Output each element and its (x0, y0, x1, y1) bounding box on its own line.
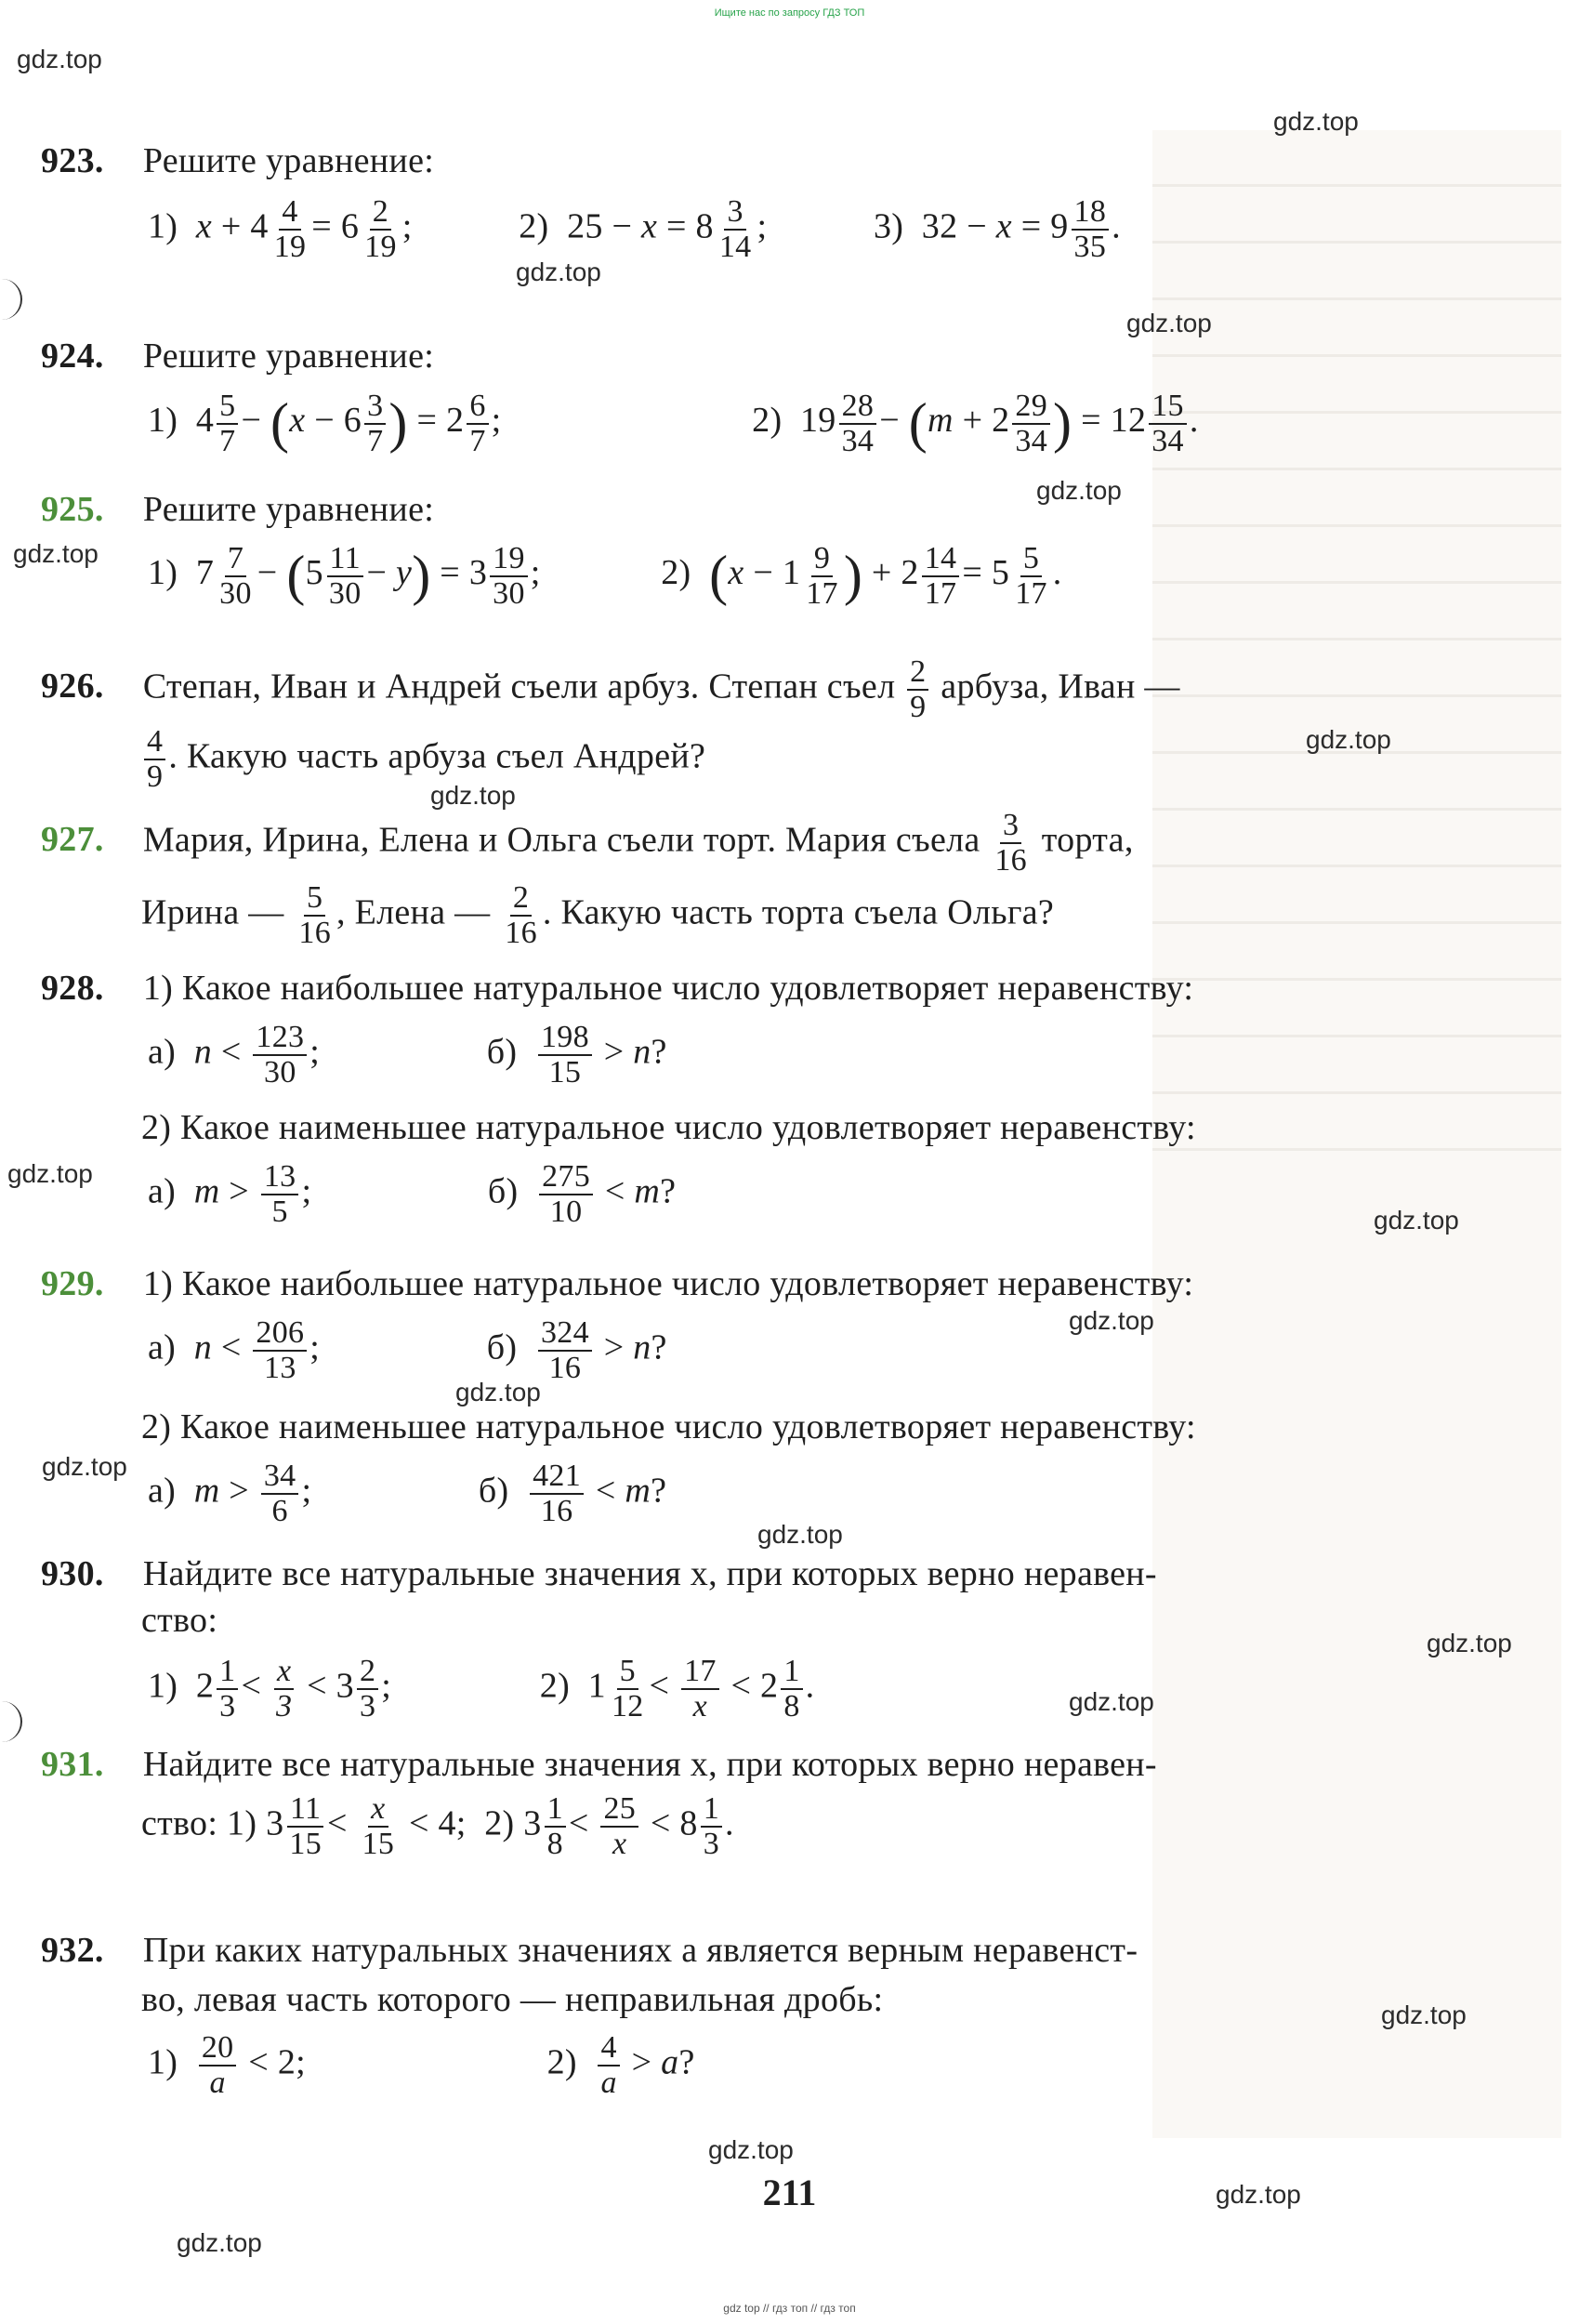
problem-932-ineqs: 1) $\frac{20}{a}$ < 2; 2) $\frac{4}{a}$ > a? (148, 2030, 695, 2100)
watermark: gdz.top (1126, 309, 1212, 337)
problem-number: 930. (41, 1554, 104, 1593)
problem-text: Решите уравнение: (142, 337, 435, 376)
problem-926-line2 (141, 725, 705, 793)
problem-928-q1 (41, 967, 1193, 1011)
item-label: б) (478, 1471, 509, 1511)
problem-text: Степан, Иван и Андрей съели арбуз. Степан съел (142, 667, 896, 706)
watermark: gdz.top (1427, 1629, 1512, 1657)
problem-text: При каких натуральных значениях a является верным неравенст- (142, 1931, 1138, 1970)
item-label: 2) (661, 553, 691, 593)
item-label: а) (148, 1327, 177, 1367)
watermark: gdz.top (708, 2135, 794, 2164)
problem-text: торта, (1041, 820, 1134, 860)
fraction: $\frac{324}{16}$ (538, 1316, 592, 1384)
problem-number: 927. (41, 820, 104, 860)
problem-924-equations: 1) 4 $\frac{5}{7}$ − (x − 6 $\frac{3}{7}$ ) = 2 $\frac{6}{7}$ ; 2) 19 $\frac{28}{34}$ − (m + 2 $\frac{29}{34}$ ) = 12 $\frac{15}{34}$ . (148, 388, 1199, 458)
item-label: а) (148, 1471, 177, 1511)
fraction: $\frac{2}{19}$ (364, 194, 397, 264)
problem-number: 928. (41, 969, 104, 1008)
problem-931-line1 (41, 1743, 1157, 1788)
problem-931-line2: ство: 1) 3 $\frac{11}{15}$ < $\frac{x}{15}$ < 4; 2) 3 $\frac{1}{8}$ < $\frac{25}{x}$ < 8 $\frac{1}{3}$ . (141, 1791, 734, 1861)
fraction: $\frac{1}{8}$ (545, 1792, 566, 1860)
problem-929-ineq1: а) n < $\frac{206}{13}$ ; б) $\frac{324}{16}$ > n? (148, 1315, 667, 1385)
fraction: $\frac{3}{7}$ (364, 390, 386, 457)
problem-930-ineqs: 1) 2 $\frac{1}{3}$ < $\frac{x}{3}$ < 3 $\frac{2}{3}$ ; 2) 1 $\frac{5}{12}$ < $\frac{17}{x}$ < 2 $\frac{1}{8}$ . (148, 1654, 815, 1723)
watermark: gdz.top (1306, 725, 1391, 754)
problem-927-line1 (41, 809, 1134, 877)
problem-number: 926. (41, 667, 104, 706)
watermark: gdz.top (1069, 1306, 1154, 1335)
problem-925-heading (41, 488, 434, 533)
bleed-through-area (1152, 130, 1561, 2138)
fraction: $\frac{19}{30}$ (490, 542, 528, 610)
watermark: gdz.top (1273, 107, 1359, 136)
fraction: $\frac{9}{17}$ (806, 540, 838, 611)
margin-tab-mark (0, 1701, 22, 1742)
problem-929-q2 (141, 1406, 1196, 1450)
problem-text: 2) (484, 1803, 515, 1843)
watermark: gdz.top (1036, 476, 1122, 505)
fraction: $\frac{123}{30}$ (253, 1021, 307, 1089)
fraction: $\frac{1}{3}$ (701, 1792, 722, 1860)
problem-text: ство: 1) (141, 1803, 257, 1843)
watermark: gdz.top (455, 1378, 541, 1406)
margin-tab-mark (0, 279, 22, 320)
problem-text: Найдите все натуральные значения x, при которых верно неравен- (142, 1745, 1157, 1784)
problem-926-line1 (41, 655, 1180, 723)
watermark: gdz.top (1216, 2180, 1301, 2209)
page-number: 211 (762, 2172, 817, 2213)
problem-927-line2 (141, 881, 1054, 949)
fraction: $\frac{421}{16}$ (530, 1459, 584, 1527)
problem-930-line2 (141, 1599, 217, 1644)
item-label: 2) (546, 2042, 577, 2082)
fraction: $\frac{4}{a}$ (598, 2031, 619, 2099)
item-label: б) (486, 1032, 518, 1072)
fraction: $\frac{15}{34}$ (1149, 390, 1187, 457)
fraction: $\frac{28}{34}$ (839, 390, 877, 457)
watermark: gdz.top (1069, 1687, 1154, 1716)
problem-923-equations: 1) x + 4 $\frac{4}{19}$ = 6 $\frac{2}{19}$ ; 2) 25 − x = 8 $\frac{3}{14}$ ; 3) 32 − x = 9 $\frac{18}{35}$ . (148, 194, 1121, 264)
problem-text: Решите уравнение: (142, 141, 435, 180)
item-label: а) (148, 1171, 177, 1211)
problem-932-line2 (141, 1978, 883, 2023)
problem-text: арбуза, Иван — (941, 667, 1180, 706)
item-label: 2) (519, 206, 549, 246)
problem-text: . Какую часть арбуза съел Андрей? (168, 736, 706, 776)
fraction: $\frac{275}{10}$ (539, 1160, 593, 1228)
fraction: $\frac{2}{3}$ (357, 1655, 378, 1723)
item-label: 2) (752, 401, 783, 441)
watermark: gdz.top (7, 1159, 93, 1188)
fraction: $\frac{18}{35}$ (1072, 195, 1110, 263)
fraction: $\frac{3}{14}$ (718, 194, 752, 264)
fraction: $\frac{7}{30}$ (219, 540, 252, 611)
problem-number: 924. (41, 337, 104, 376)
fraction: $\frac{29}{34}$ (1012, 390, 1050, 457)
fraction: $\frac{206}{13}$ (253, 1316, 307, 1384)
problem-number: 923. (41, 141, 104, 180)
fraction: $\frac{1}{3}$ (217, 1655, 238, 1723)
fraction: $\frac{x}{15}$ (362, 1791, 395, 1861)
problem-number: 932. (41, 1931, 104, 1970)
fraction: $\frac{11}{30}$ (326, 542, 364, 610)
fraction: $\frac{198}{15}$ (538, 1021, 592, 1089)
watermark: gdz.top (1374, 1206, 1459, 1235)
fraction: $\frac{11}{15}$ (286, 1792, 324, 1860)
problem-923-heading (41, 139, 434, 184)
fraction: $\frac{5}{7}$ (217, 390, 238, 457)
bottom-banner: gdz top // гдз топ // гдз топ (723, 2302, 856, 2315)
problem-930-line1 (41, 1552, 1157, 1597)
problem-number: 929. (41, 1264, 104, 1303)
watermark: gdz.top (757, 1520, 843, 1549)
fraction: $\frac{20}{a}$ (199, 2031, 237, 2099)
fraction: $\frac{17}{x}$ (681, 1655, 719, 1723)
watermark: gdz.top (13, 539, 99, 568)
item-label: б) (487, 1171, 519, 1211)
fraction: $\frac{1}{8}$ (781, 1655, 802, 1723)
problem-text: , Елена — (336, 892, 491, 932)
fraction: $\frac{5}{16}$ (298, 880, 332, 950)
item-label: 1) (148, 206, 178, 246)
item-label: а) (148, 1032, 177, 1072)
problem-text: 2) Какое наименьшее натуральное число удовлетворяет неравенству: (141, 1108, 1196, 1147)
item-label: 1) (148, 1666, 178, 1706)
item-label: 1) (148, 401, 178, 441)
problem-text: 1) Какое наибольшее натуральное число удовлетворяет неравенству: (142, 1264, 1194, 1303)
fraction: $\frac{6}{7}$ (467, 390, 488, 457)
problem-text: Найдите все натуральные значения x, при которых верно неравен- (142, 1554, 1157, 1593)
problem-text: Решите уравнение: (142, 490, 435, 529)
problem-text: 1) Какое наибольшее натуральное число удовлетворяет неравенству: (142, 969, 1194, 1008)
problem-text: 2) Какое наименьшее натуральное число удовлетворяет неравенству: (141, 1407, 1196, 1446)
watermark: gdz.top (177, 2228, 262, 2257)
problem-text: ство: (141, 1601, 218, 1640)
fraction: $\frac{25}{x}$ (600, 1792, 638, 1860)
watermark: gdz.top (42, 1452, 127, 1481)
fraction: $\frac{x}{3}$ (273, 1655, 295, 1723)
problem-928-ineq1: а) n < $\frac{123}{30}$ ; б) $\frac{198}{15}$ > n? (148, 1020, 667, 1089)
fraction: $\frac{13}{5}$ (261, 1160, 299, 1228)
item-label: 1) (148, 2042, 178, 2082)
fraction: $\frac{34}{6}$ (261, 1459, 299, 1527)
problem-text: . Какую часть торта съела Ольга? (542, 892, 1055, 932)
fraction: $\frac{5}{17}$ (1015, 540, 1047, 611)
watermark: gdz.top (516, 257, 601, 286)
fraction: $\frac{2}{16}$ (505, 880, 537, 950)
problem-928-ineq2: а) m > $\frac{13}{5}$ ; б) $\frac{275}{10}$ < m? (148, 1159, 677, 1229)
watermark: gdz.top (430, 781, 516, 810)
problem-text: Мария, Ирина, Елена и Ольга съели торт. Мария съела (142, 820, 980, 860)
problem-number: 931. (41, 1745, 104, 1784)
problem-text: Ирина — (141, 892, 284, 932)
problem-text: во, левая часть которого — неправильная дробь: (141, 1980, 884, 2019)
problem-928-q2 (141, 1106, 1196, 1151)
item-label: 1) (148, 553, 178, 593)
problem-number: 925. (41, 490, 104, 529)
fraction: $\frac{4}{9}$ (144, 725, 165, 793)
item-label: б) (486, 1327, 518, 1367)
item-label: 3) (873, 206, 904, 246)
fraction: $\frac{14}{17}$ (922, 542, 960, 610)
watermark: gdz.top (17, 45, 102, 73)
watermark: gdz.top (1381, 2000, 1467, 2029)
item-label: 2) (539, 1666, 571, 1706)
top-banner: Ищите нас по запросу ГДЗ ТОП (714, 7, 865, 19)
problem-929-ineq2: а) m > $\frac{34}{6}$ ; б) $\frac{421}{16}$ < m? (148, 1459, 667, 1528)
problem-932-line1 (41, 1929, 1138, 1974)
problem-929-q1 (41, 1262, 1193, 1307)
problem-924-heading (41, 335, 434, 379)
fraction: $\frac{2}{9}$ (907, 655, 928, 723)
fraction: $\frac{4}{19}$ (273, 194, 307, 264)
fraction: $\frac{3}{16}$ (994, 808, 1027, 878)
problem-925-equations: 1) 7 $\frac{7}{30}$ − (5 $\frac{11}{30}$ − y) = 3 $\frac{19}{30}$ ; 2) (x − 1 $\frac{9}{17}$ ) + 2 $\frac{14}{17}$ = 5 $\frac{5}{17}$ . (148, 540, 1062, 611)
fraction: $\frac{5}{12}$ (611, 1654, 644, 1723)
